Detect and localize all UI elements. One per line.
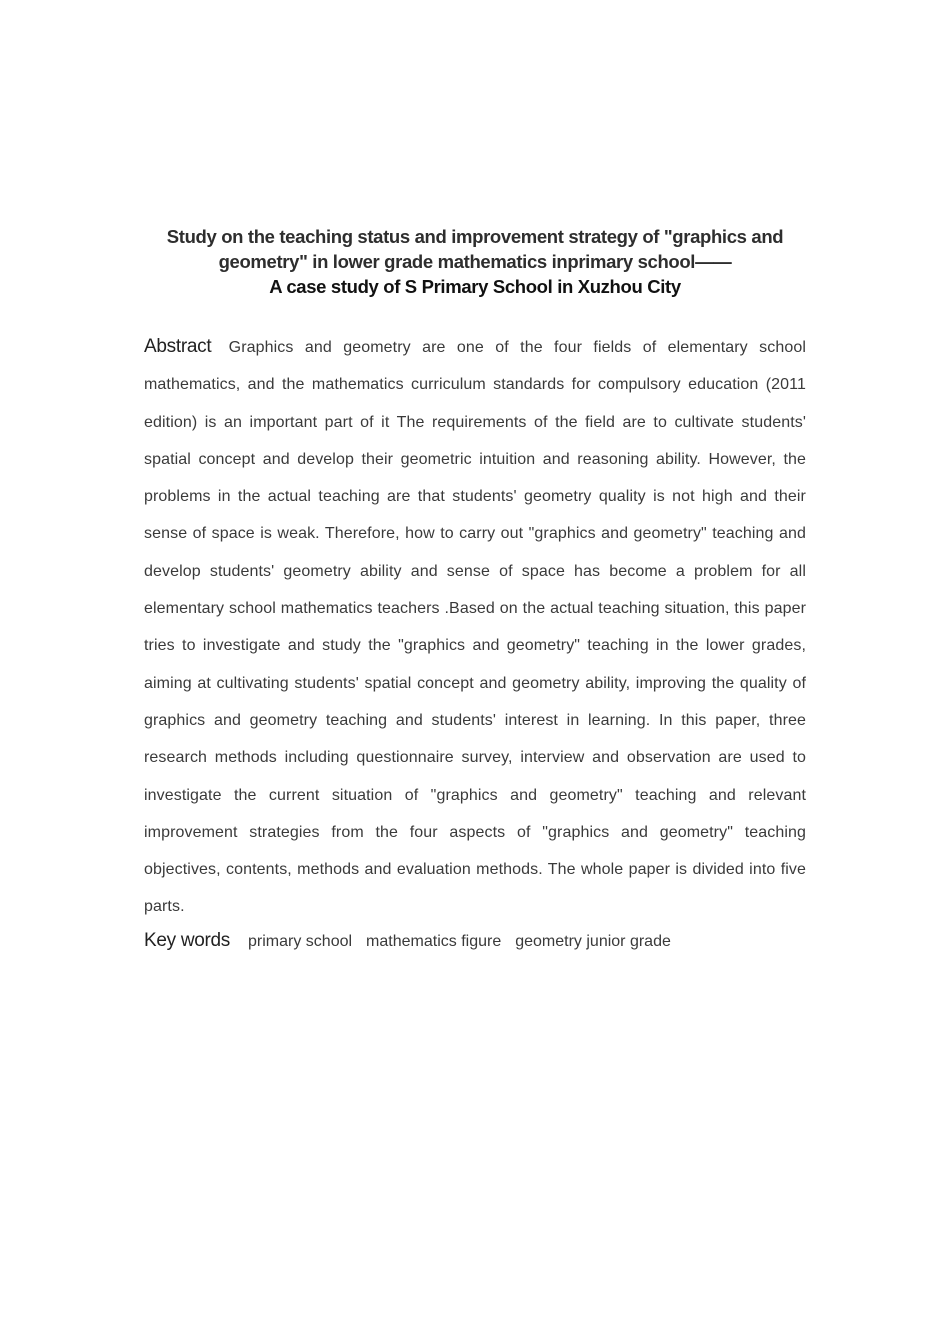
keywords-line: [144, 926, 806, 957]
title-line-2: geometry" in lower grade mathematics inprimary school——: [218, 251, 732, 272]
keyword-item: primary school: [248, 933, 353, 950]
keyword-item: geometry junior grade: [515, 933, 671, 950]
paper-title: [144, 224, 806, 299]
title-line-1: Study on the teaching status and improvement strategy of "graphics and: [166, 226, 784, 247]
keyword-item: mathematics figure: [366, 933, 502, 950]
abstract-paragraph: [144, 328, 806, 926]
abstract-text: Graphics and geometry are one of the four fields of elementary school mathematics, and the mathematics curriculum standards for compulsory education (2011 edition) is an important part of it The requirements of the field are to cultivate students' spatial concept and develop their geometric intuition and reasoning ability. However, the problems in the actual teaching are that students' geometry quality is not high and their sense of space is weak. Therefore, how to carry out "graphics and geometry" teaching and develop students' geometry ability and sense of space has become a problem for all elementary school mathematics teachers .Based on the actual teaching situation, this paper tries to investigate and study the "graphics and geometry" teaching in the lower grades, aiming at cultivating students' spatial concept and geometry ability, improving the quality of graphics and geometry teaching and students' interest in learning. In this paper, three research methods including questionnaire survey, interview and observation are used to investigate the current situation of "graphics and geometry" teaching and relevant improvement strategies from the four aspects of "graphics and geometry" teaching objectives, contents, methods and evaluation methods. The whole paper is divided into five parts.: [144, 339, 806, 916]
abstract-label: Abstract: [144, 336, 212, 357]
title-subtitle: A case study of S Primary School in Xuzhou City: [269, 276, 681, 297]
keywords-label: Key words: [144, 930, 231, 951]
